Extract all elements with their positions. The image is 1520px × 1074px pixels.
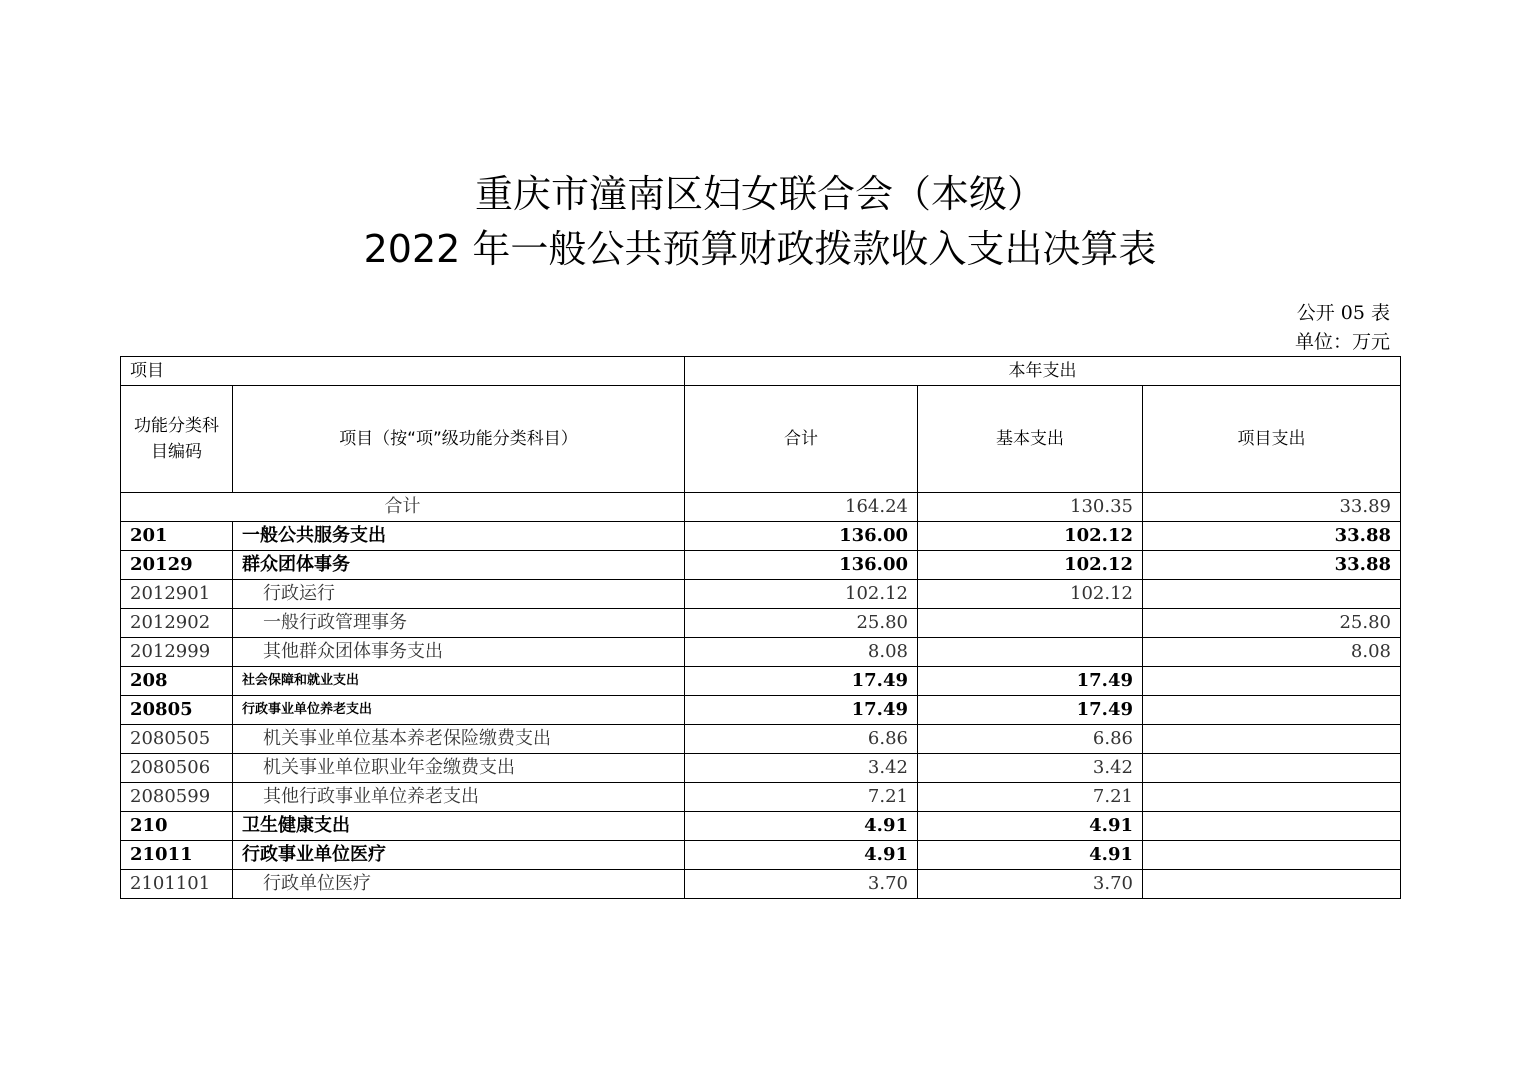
header-name: 项目（按“项”级功能分类科目） (233, 386, 685, 493)
total-row (121, 493, 1401, 522)
header-this-year: 本年支出 (685, 357, 1401, 386)
row-basic: 17.49 (918, 667, 1143, 696)
row-name: 行政单位医疗 (233, 870, 685, 899)
row-total: 25.80 (685, 609, 918, 638)
row-code: 2080505 (121, 725, 233, 754)
row-project (1143, 580, 1401, 609)
header-code: 功能分类科目编码 (121, 386, 233, 493)
row-total: 8.08 (685, 638, 918, 667)
row-project: 25.80 (1143, 609, 1401, 638)
row-project: 8.08 (1143, 638, 1401, 667)
row-total: 3.42 (685, 754, 918, 783)
row-total: 136.00 (685, 522, 918, 551)
row-code: 20805 (121, 696, 233, 725)
row-basic: 4.91 (918, 812, 1143, 841)
table-row (121, 783, 1401, 812)
row-name: 一般行政管理事务 (233, 609, 685, 638)
row-project (1143, 783, 1401, 812)
header-project: 项目 (121, 357, 685, 386)
row-code: 210 (121, 812, 233, 841)
row-name: 群众团体事务 (233, 551, 685, 580)
row-project (1143, 725, 1401, 754)
row-code: 2101101 (121, 870, 233, 899)
row-code: 20129 (121, 551, 233, 580)
row-code: 2012999 (121, 638, 233, 667)
row-code: 2012901 (121, 580, 233, 609)
total-label: 合计 (121, 493, 685, 522)
table-row (121, 870, 1401, 899)
row-basic (918, 609, 1143, 638)
row-project (1143, 667, 1401, 696)
row-project: 33.88 (1143, 522, 1401, 551)
total-total: 164.24 (685, 493, 918, 522)
row-project (1143, 696, 1401, 725)
table-row (121, 725, 1401, 754)
row-basic: 6.86 (918, 725, 1143, 754)
row-project (1143, 870, 1401, 899)
table-row (121, 841, 1401, 870)
total-basic: 130.35 (918, 493, 1143, 522)
row-basic: 4.91 (918, 841, 1143, 870)
row-project: 33.88 (1143, 551, 1401, 580)
row-name: 卫生健康支出 (233, 812, 685, 841)
row-code: 2080506 (121, 754, 233, 783)
title-line-2: 2022 年一般公共预算财政拨款收入支出决算表 (363, 227, 1157, 271)
row-code: 21011 (121, 841, 233, 870)
row-total: 4.91 (685, 812, 918, 841)
header-total: 合计 (685, 386, 918, 493)
table-row (121, 754, 1401, 783)
row-name: 一般公共服务支出 (233, 522, 685, 551)
form-number: 公开 05 表 (1296, 302, 1390, 324)
row-name: 其他行政事业单位养老支出 (233, 783, 685, 812)
row-code: 201 (121, 522, 233, 551)
row-basic: 3.70 (918, 870, 1143, 899)
row-name: 行政事业单位医疗 (233, 841, 685, 870)
row-basic (918, 638, 1143, 667)
row-total: 102.12 (685, 580, 918, 609)
row-total: 6.86 (685, 725, 918, 754)
row-project (1143, 812, 1401, 841)
header-basic: 基本支出 (918, 386, 1143, 493)
row-total: 17.49 (685, 696, 918, 725)
table-row (121, 638, 1401, 667)
table-row (121, 667, 1401, 696)
header-project-expenditure: 项目支出 (1143, 386, 1401, 493)
table-row (121, 812, 1401, 841)
row-basic: 102.12 (918, 522, 1143, 551)
row-code: 208 (121, 667, 233, 696)
total-project: 33.89 (1143, 493, 1401, 522)
row-total: 3.70 (685, 870, 918, 899)
row-total: 136.00 (685, 551, 918, 580)
table-row (121, 522, 1401, 551)
row-basic: 3.42 (918, 754, 1143, 783)
row-total: 4.91 (685, 841, 918, 870)
row-name: 行政事业单位养老支出 (233, 696, 685, 725)
table-row (121, 609, 1401, 638)
row-code: 2012902 (121, 609, 233, 638)
row-name: 其他群众团体事务支出 (233, 638, 685, 667)
row-basic: 17.49 (918, 696, 1143, 725)
table-row (121, 551, 1401, 580)
table-row (121, 580, 1401, 609)
row-basic: 102.12 (918, 580, 1143, 609)
row-total: 7.21 (685, 783, 918, 812)
title-line-1: 重庆市潼南区妇女联合会（本级） (474, 172, 1045, 216)
row-project (1143, 841, 1401, 870)
row-name: 机关事业单位基本养老保险缴费支出 (233, 725, 685, 754)
row-code: 2080599 (121, 783, 233, 812)
row-name: 行政运行 (233, 580, 685, 609)
row-project (1143, 754, 1401, 783)
row-basic: 7.21 (918, 783, 1143, 812)
unit-label: 单位：万元 (1294, 331, 1390, 353)
row-basic: 102.12 (918, 551, 1143, 580)
row-name: 社会保障和就业支出 (233, 667, 685, 696)
table-row (121, 696, 1401, 725)
budget-table (120, 356, 1401, 899)
row-name: 机关事业单位职业年金缴费支出 (233, 754, 685, 783)
row-total: 17.49 (685, 667, 918, 696)
